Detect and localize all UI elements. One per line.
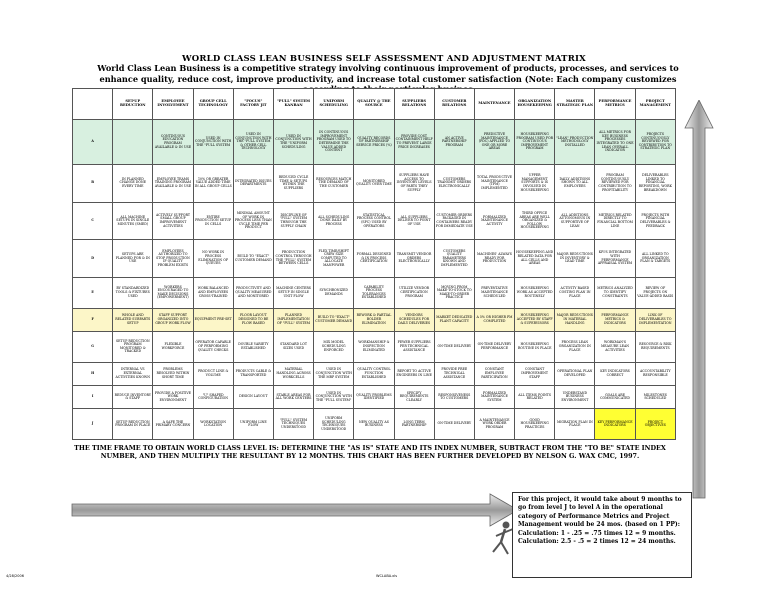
matrix-cell: UNIFORM SCHEDULING TECHNIQUES UNDERSTOOD (314, 409, 354, 440)
matrix-cell: SPECIFY REQUIREMENTS CLEARLY (394, 385, 434, 408)
matrix-cell: ALL METRICS FOR KEY BUSINESS PROCESSES INTEGRATED TO ONE LEAN OVERALL INDICATOR (595, 120, 635, 165)
level-label: E (73, 277, 113, 308)
matrix-cell: RESPONSIVENESS TO CUSTOMERS (434, 385, 474, 408)
column-header: CUSTOMER RELATIONS (434, 89, 474, 120)
level-header (73, 89, 113, 120)
matrix-cell: NO WORK IN PROCESS ELIMINATION OF QUEUES (193, 240, 233, 278)
matrix-cell: MACHINE CENTERS SETUP IN SINGLE UNIT FLOW (273, 277, 313, 308)
level-label: G (73, 331, 113, 362)
matrix-cell: MOVING FROM MAKE-TO-STOCK TO MAKE-TO-ORDER PRACTICE (434, 277, 474, 308)
matrix-row (73, 409, 676, 440)
matrix-cell: INTEGRATED ISSUES DEPARTMENTS (233, 164, 273, 202)
matrix-cell: CUSTOMER ORDERS PACKAGED IN CONTAINERS READY FOR IMMEDIATE USE (434, 202, 474, 240)
matrix-row (73, 240, 676, 278)
matrix-cell: UPPER MANAGEMENT SUPPORTS & IS INVOLVED IN HOUSEKEEPING (515, 164, 555, 202)
matrix-cell: HOUSEKEEPING AND RELATED DATA FOR ALL CELLS AND AREAS (515, 240, 555, 278)
matrix-cell: REDUCED CYCLE TIME & SETUPS WITHIN THE SUPPLIERS (273, 164, 313, 202)
column-header: ORGANIZATION HOUSEKEEPING (515, 89, 555, 120)
matrix-cell: PROCESS LEAN ORGANIZATION IN PLACE (555, 331, 595, 362)
matrix-cell: BUILD TO "EXACT" CUSTOMER DEMAND (314, 308, 354, 331)
matrix-cell: PRODUCT LINE & VOLUME (193, 362, 233, 385)
assessment-matrix (72, 88, 676, 440)
matrix-cell: QUALITY PROBLEMS IDENTIFIED (354, 385, 394, 408)
matrix-cell: HOUSEKEEPING WORK AS ACCEPTED ROUTINELY (515, 277, 555, 308)
matrix-cell: "LEAN" PRODUCTION METHODOLOGY INSTALLED (555, 120, 595, 165)
matrix-cell: METRICS ANALYZED TO IDENTIFY CONSTRAINTS (595, 277, 635, 308)
matrix-cell: DAILY ADDITIONS SHOWN TO ALL EMPLOYEES (555, 164, 595, 202)
level-label: I (73, 385, 113, 408)
matrix-cell: TOTAL PRODUCTIVE MAINTENANCE (TPM) IMPLEMENTED (474, 164, 514, 202)
matrix-cell: EQUIPMENT PRE-SET (193, 308, 233, 331)
matrix-cell (113, 120, 153, 165)
header-row (73, 89, 676, 120)
matrix-cell: SETUP REDUCTION PROGRAM IN PLACE (113, 409, 153, 440)
matrix-cell: DESIGN LAYOUT (233, 385, 273, 408)
matrix-cell: VENDORS SCHEDULES FOR DAILY DELIVERIES (394, 308, 434, 331)
matrix-cell: PREDICTIVE MAINTENANCE (PDC) APPLIED TO ONE OR MORE AREAS (474, 120, 514, 165)
matrix-row (73, 385, 676, 408)
column-header: QUALITY @ THE SOURCE (354, 89, 394, 120)
matrix-cell: SETUPS ARE PLANNED FOR & IN USE (113, 240, 153, 278)
matrix-cell: WHOLE AND RELATED SUBPARTS SETUP (113, 308, 153, 331)
matrix-cell: BUILD TO "EXACT" CUSTOMER DEMAND (233, 240, 273, 278)
intro-text: World Class Lean Business is a competitive strategy involving continuous improvement of products, processes, and services to enhance quality, reduce cost, improve productivity, and increase total customer satisfaction (Note: Each company customizes (97, 63, 679, 84)
matrix-cell: ALL ITEMS POINTS RELATED (515, 385, 555, 408)
column-header: PROJECT MANAGEMENT (635, 89, 675, 120)
matrix-cell: FLEX TIME/SHIFT CREW SIZE COMPUTED TO ALLOCATE MANPOWER (314, 240, 354, 278)
matrix-row (73, 120, 676, 165)
matrix-cell: EMPLOYEE TEAMS TRAINING PROGRAM AVAILABLE & IN USE (153, 164, 193, 202)
matrix-cell: GOALS ARE COMMUNICATED (595, 385, 635, 408)
level-label: A (73, 120, 113, 165)
matrix-cell: WORKSTATION LOCATION (193, 409, 233, 440)
matrix-cell: OPERATIONAL PLAN DEVELOPED (555, 362, 595, 385)
column-header: PERFORMANCE METRICS (595, 89, 635, 120)
callout-calc-1: Calculation: 1 - .25 = .75 times 12 = 9 months. (518, 529, 676, 537)
matrix-cell: OPERATOR CAPABLE OF PERFORMING QUALITY CHECKS (193, 331, 233, 362)
matrix-cell: AN ACTIVE PARTNERSHIP PROGRAM (434, 120, 474, 165)
matrix-row (73, 331, 676, 362)
matrix-cell: MILESTONES SCHEDULED (635, 385, 675, 408)
matrix-cell: EMPLOYEES AUTHORIZED TO STOP PRODUCTION IF QUALITY PROBLEM EXISTS (153, 240, 193, 278)
matrix-cell: MATERIAL HANDLING ACROSS WORKCELLS (273, 362, 313, 385)
matrix-cell: DISCIPLINE OF "PULL" SYSTEM THROUGH THE SUPPLY CHAIN (273, 202, 313, 240)
matrix-cell: FLOOR LAYOUT DESIGNED TO BE FLOW BASED (233, 308, 273, 331)
footer-filename: WCLABA.xls (376, 574, 398, 578)
matrix-cell: UTILIZE VENDOR CERTIFICATION PROGRAM (394, 277, 434, 308)
matrix-cell: PROVIDE A POSITIVE WORK ENVIRONMENT (153, 385, 193, 408)
matrix-cell: THIRD OFFICE AREAS ARE WELL ORGANIZED & FOLLOW HOUSEKEEPING (515, 202, 555, 240)
column-header: SET-UP REDUCTION (113, 89, 153, 120)
matrix-row (73, 202, 676, 240)
matrix-cell: MIX MODEL SCHEDULING ENFORCED (314, 331, 354, 362)
matrix-cell: ON-TIME DELIVERY (434, 331, 474, 362)
matrix-cell: ALL LINKED TO ORGANIZATION PLAN & TARGETS (635, 240, 675, 278)
matrix-cell: IN CONTINUOUS IMPROVEMENT PROGRAM USED TO DETERMINE THE VALUE ADDED CONTENT (314, 120, 354, 165)
level-label: H (73, 362, 113, 385)
matrix-cell: SETUP REDUCTION PROGRAM MONITORED & TRACKED (113, 331, 153, 362)
matrix-cell: A MAINTENANCE WORK ORDER PROGRAM (474, 409, 514, 440)
matrix-cell: KPI'S INTEGRATED WITH PERFORMANCE APPRAISAL SYSTEM (595, 240, 635, 278)
matrix-cell: STANDARD LOT SIZES USED (273, 331, 313, 362)
matrix-cell: MINIMAL AMOUNT OF WORK IN PROCESS LESS THAN CYCLE TIME PER PRODUCT (233, 202, 273, 240)
matrix-cell: PROJECTS WITH FINANCIAL DELIVERABLES & FEEDBACK (635, 202, 675, 240)
matrix-cell: MACHINES' ALWAYS READY FOR PRODUCTION (474, 240, 514, 278)
matrix-cell: 10% OR GREATER VALUE ADDED TIME IN ALL GROUP CELLS (193, 164, 233, 202)
column-header: SUPPLIERS RELATIONS (394, 89, 434, 120)
matrix-cell: QUALITY RECORDS OF PARTNERSHIP SERVICE PRICES (%) (354, 120, 394, 165)
matrix-cell: PROJECTS CONTINUOUSLY REVIEWED FOR CONTRIBUTION TO STRATEGIC PLAN (635, 120, 675, 165)
matrix-cell: USED IN CONJUNCTION WITH THE "UNIFORM SCHEDULING (273, 120, 313, 165)
matrix-cell: ACTIVITY BASED COSTING PLAN IN PLACE (555, 277, 595, 308)
calculation-callout (512, 492, 692, 578)
matrix-cell: METRICS RELATED DIRECTLY TO FINANCIAL BOTTOM LINE (595, 202, 635, 240)
matrix-cell: MAJOR REDUCTIONS IN MATERIAL HANDLING (555, 308, 595, 331)
matrix-cell: ACTIVELY SUPPORT SMALL GROUP IMPROVEMENT ACTIVITIES (153, 202, 193, 240)
matrix-cell: USED IN CONJUNCTION WITH THE "FULL SYSTEM (193, 120, 233, 165)
matrix-cell: FORMAL DESIGNED & IN PROCESS CERTIFICATION (354, 240, 394, 278)
column-header: MASTER STRATEGIC PLAN (555, 89, 595, 120)
matrix-cell: WORKMAN'S MEASURE LEAN ACTIVITIES (595, 331, 635, 362)
matrix-cell: "PULL" SYSTEM TECHNIQUES UNDERSTOOD (273, 409, 313, 440)
matrix-cell: MAJOR REDUCTIONS IN INVENTORY & LEAD TIME (555, 240, 595, 278)
matrix-cell: PROGRAM CONTINUOUSLY REVIEWED FOR CONTRIBUTION TO PROFITABILITY (595, 164, 635, 202)
matrix-cell: DOUBLE VARIETY ESTABLISHED (233, 331, 273, 362)
matrix-cell: CUSTOMERS TRANSMIT ORDERS ELECTRONICALLY (434, 164, 474, 202)
matrix-cell: ENTIRE PRODUCTION SETUP IN CELLS (193, 202, 233, 240)
matrix-cell: BY STANDARDIZED TOOLS & FIXTURES USED (113, 277, 153, 308)
matrix-cell: FORMALIZED MAINTENANCE SYSTEM (474, 385, 514, 408)
matrix-cell: USED IN CONJUNCTION WITH THE "FULL SYSTEM & OTHER CELL TECHNOLOGY (233, 120, 273, 165)
matrix-cell: SUPPLIERS HAVE ACCESS TO INVENTORY LEVELS OF PARTS THEY SUPPLY (394, 164, 434, 202)
matrix-cell: MARKET DEDICATED PLANT CAPACITY (434, 308, 474, 331)
matrix-cell: UNIFORM LINE FLOW (233, 409, 273, 440)
matrix-cell: CONSTANT EMPLOYEE PARTICIPATION (474, 362, 514, 385)
matrix-body (73, 120, 676, 440)
footer-date: 4/28/2006 (6, 574, 24, 578)
matrix-cell: USED IN CONJUNCTION WITH THE "PULL SYSTEM" (314, 385, 354, 408)
matrix-row (73, 308, 676, 331)
matrix-cell: REVIEW OF PROJECTS ON VALUE-ADDED BASIS (635, 277, 675, 308)
matrix-cell: REDUCE INVENTORY & STAFF (113, 385, 153, 408)
matrix-cell: A 5% OR HIGHER PM COMPLETED (474, 308, 514, 331)
matrix-cell: "U" SHAPED CONFIGURATION (193, 385, 233, 408)
matrix-cell: REPORT TO ACTIVE ENGINEERS IN LINE (394, 362, 434, 385)
matrix-cell: HOUSEKEEPING ACCEPTED BY STAFF & SUPERVISORS (515, 308, 555, 331)
matrix-cell: WORKERS ENCOURAGED TO MAKE DECISIONS (EMPOWERMENT) (153, 277, 193, 308)
matrix-cell: PRODUCTION CONTROL THROUGH THE "PULL" SYSTEM BETWEEN CELLS (273, 240, 313, 278)
matrix-cell: MIGRATION PLAN IN PLACE (555, 409, 595, 440)
callout-calc-2: Calculation: 2.5 - .5 = 2 times 12 = 24 months. (518, 538, 676, 546)
matrix-cell: RESOURCES MATCH THE DEMAND OF THE CUSTOMER (314, 164, 354, 202)
matrix-cell: FORMALIZED MAINTENANCE ACTIVITY (474, 202, 514, 240)
column-header: EMPLOYEE INVOLVEMENT (153, 89, 193, 120)
matrix-cell: FEWER SUPPLIERS PER TECHNICAL ASSISTANCE (394, 331, 434, 362)
column-header: "PULL" SYSTEM KANBAN (273, 89, 313, 120)
matrix-cell: ALL ADDITIONS AUTONOMOUS IN SUPPORTIVE OF LEAN (555, 202, 595, 240)
level-label: F (73, 308, 113, 331)
matrix-cell: STAFF SUPPORT ORGANIZED INTO GROUP WORK FLOW (153, 308, 193, 331)
matrix-cell: PERFORMANCE METRICS & INDICATORS (595, 308, 635, 331)
matrix-cell: PROVIDE COST CONTAINMENT HELP TO PREVENT LARGE PRICE INCREASES (394, 120, 434, 165)
matrix-cell: IN PLANNED CHANGE DONE EVERY TIME (113, 164, 153, 202)
column-header: MAINTENANCE (474, 89, 514, 120)
column-header: "FOCUS" FACTORY JIT (233, 89, 273, 120)
matrix-cell: DELIVERABLES LINKED TO FINANCIAL REPORTING, WORK BREAKDOWN (635, 164, 675, 202)
matrix-cell: MONITORED QUALITY OVER TIME (354, 164, 394, 202)
level-label: D (73, 240, 113, 278)
matrix-cell: STABLE AREAS FOR ALL WORK CENTERS (273, 385, 313, 408)
up-arrow-icon (684, 100, 714, 500)
level-label: J (73, 409, 113, 440)
matrix-cell: ALL SCHEDULING DONE DAILY BY PROCESS (314, 202, 354, 240)
level-label: C (73, 202, 113, 240)
matrix-cell: WORKMANSHIP & INSPECTION ELIMINATED (354, 331, 394, 362)
matrix-cell: PROBLEMS RESOLVED WITHIN SHORT TIME (153, 362, 193, 385)
level-label: B (73, 164, 113, 202)
matrix-cell: PROJECT OBJECTIVES (635, 409, 675, 440)
column-header: UNIFORM SCHEDULING (314, 89, 354, 120)
matrix-cell: PROVIDE FREE TECHNICAL ASSISTANCE (434, 362, 474, 385)
matrix-cell: CAPABILITY PROCESS TOLERANCES ESTABLISHED (354, 277, 394, 308)
matrix-cell: INTERNAL VS EXTERNAL ACTIVITIES KNOWN (113, 362, 153, 385)
matrix-cell: RESOURCE & RISK REQUIREMENTS (635, 331, 675, 362)
matrix-cell: KEY INDICATORS CORRECT (595, 362, 635, 385)
matrix-cell: NEW QUALITY AS BUSINESS (354, 409, 394, 440)
matrix-cell: A SAFE THE PRIMARY CONCERN (153, 409, 193, 440)
matrix-cell: ON-TIME DELIVERY (434, 409, 474, 440)
matrix-cell: GOOD HOUSEKEEPING PRACTICES (515, 409, 555, 440)
matrix-cell: PRODUCTS CABLE & TRANSPORTED (233, 362, 273, 385)
matrix-row (73, 164, 676, 202)
matrix-cell: CONSTANT IMPROVEMENT STAFF (515, 362, 555, 385)
matrix-cell: ON-TIME DELIVERY PERFORMANCE (474, 331, 514, 362)
matrix-cell: LONG TERM PARTNERSHIP (394, 409, 434, 440)
matrix-row (73, 277, 676, 308)
matrix-cell: HOUSEKEEPING ROUTINE IN PLACE (515, 331, 555, 362)
matrix-cell: PRODUCTIVITY AND QUALITY MEASURED AND MONITORED (233, 277, 273, 308)
matrix-cell: LINK OF DELIVERABLES TO IMPLEMENTATION (635, 308, 675, 331)
matrix-cell: ALL MACHINE SETUPS IN SINGLE MINUTES (SMED) (113, 202, 153, 240)
matrix-cell: HOUSEKEEPING PROGRAM USED FOR CONTINUOUS IMPROVEMENT PROGRAM (515, 120, 555, 165)
matrix-cell: STATISTICAL PROCESS CONTROL (SPC) USED BY OPERATORS (354, 202, 394, 240)
matrix-cell: USED IN CONJUNCTION WITH THE MRP SYSTEM (314, 362, 354, 385)
matrix-cell: PREVENTATIVE MAINTENANCE SCHEDULED (474, 277, 514, 308)
matrix-cell: QUALITY CONTROL FUNCTION ESTABLISHED (354, 362, 394, 385)
matrix-row (73, 362, 676, 385)
matrix-cell: SYNCHRONIZED DEMANDS (314, 277, 354, 308)
matrix-cell: CUSTOMERS QUALITY PARAMETERS KNOWN AND IMPLEMENTED (434, 240, 474, 278)
page-title: WORLD CLASS LEAN BUSINESS SELF ASSESSMENT AND ADJUSTMENT MATRIX (182, 54, 586, 64)
footnote: THE TIME FRAME TO OBTAIN WORLD CLASS LEVEL IS: DETERMINE THE "AS IS" STATE AND ITS INDEX NUMBER, SUBTRACT FROM THE "TO BE" STATE INDEX NUMBER, AND THEN MULTIPLY THE RESULTANT BY 12 MONTHS. THIS CHART HAS BEEN FURTHER DEVELOPED BY NELSON G. WAX CMC, 1997. (74, 444, 666, 460)
matrix-cell: TRANSMIT VENDOR ORDERS ELECTRONICALLY (394, 240, 434, 278)
matrix-cell: PLANNED IMPLEMENTATION OF "PULL" SYSTEM (273, 308, 313, 331)
callout-text: For this project, it would take about 9 months to go from level J to level A in the operational category of Performance Metrics and Project Management would be 24 mos. (based on 1 PP): (518, 496, 682, 529)
matrix-cell: KEY PERFORMANCE INDICATORS (595, 409, 635, 440)
right-arrow-icon (70, 492, 520, 528)
matrix-cell: ALL SUPPLIERS DELIVER TO POINT OF USE (394, 202, 434, 240)
matrix-cell: ACCOUNTABILITY RESPONSIBLE (635, 362, 675, 385)
matrix-cell: UNDERSTAND BUSINESS ENVIRONMENT (555, 385, 595, 408)
column-header: GROUP CELL TECHNOLOGY (193, 89, 233, 120)
matrix-cell: CONTINUOUS EDUCATION PROGRAM AVAILABLE & IN USE (153, 120, 193, 165)
matrix-cell: WORK BALANCED AND EMPLOYEES CROSS-TRAINED (193, 277, 233, 308)
matrix-cell: REWORK & PARTIAL BOLDER ELIMINATION (354, 308, 394, 331)
matrix-cell: FLEXIBLE WORKFORCE (153, 331, 193, 362)
